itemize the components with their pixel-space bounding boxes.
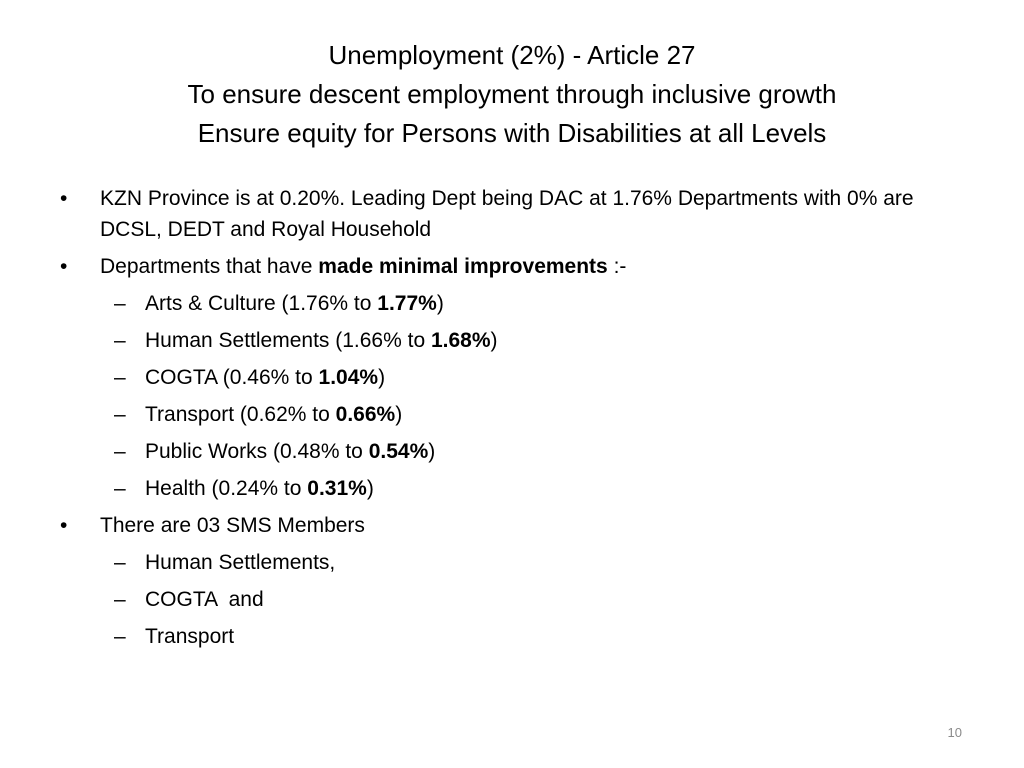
sub-bullet-suffix: ) bbox=[490, 329, 498, 352]
sub-bullet-sms-transport bbox=[58, 621, 958, 652]
sub-bullet-arts-culture bbox=[58, 288, 958, 319]
sub-bullet-value: 1.04% bbox=[318, 366, 379, 389]
bullet-text-suffix: :- bbox=[607, 255, 627, 278]
title-line-1: Unemployment (2%) - Article 27 bbox=[328, 40, 696, 70]
bullet-text: KZN Province is at 0.20%. Leading Dept being DAC at 1.76% Departments with 0% are DCSL, DEDT and Royal Household bbox=[100, 187, 914, 241]
sub-bullet-value: 0.31% bbox=[307, 477, 367, 500]
page-number: 10 bbox=[947, 725, 962, 740]
sub-bullet-suffix: ) bbox=[366, 477, 374, 500]
sub-bullet-value: 1.77% bbox=[377, 292, 437, 315]
sub-bullet-public-works bbox=[58, 436, 958, 467]
bullet-icon: • bbox=[60, 255, 68, 278]
sub-bullet-suffix: ) bbox=[436, 292, 444, 315]
title-line-3: Ensure equity for Persons with Disabilities at all Levels bbox=[197, 118, 827, 148]
bullet-list bbox=[58, 183, 958, 658]
dash-icon: – bbox=[114, 329, 126, 352]
dash-icon: – bbox=[114, 440, 126, 463]
dash-icon: – bbox=[114, 403, 126, 426]
sub-bullet-value: 0.66% bbox=[335, 403, 396, 426]
sub-bullet-text: COGTA (0.46% to bbox=[145, 366, 319, 389]
sub-bullet-value: 0.54% bbox=[368, 440, 429, 463]
sub-bullet-text: Public Works (0.48% to bbox=[145, 440, 369, 463]
bullet-text: Departments that have bbox=[100, 255, 319, 278]
dash-icon: – bbox=[114, 477, 126, 500]
bullet-icon: • bbox=[60, 187, 68, 210]
sub-bullet-text: Human Settlements (1.66% to bbox=[145, 329, 431, 352]
sub-bullet-cogta bbox=[58, 362, 958, 393]
sub-bullet-suffix: ) bbox=[428, 440, 436, 463]
bullet-icon: • bbox=[60, 514, 68, 537]
title-line-2: To ensure descent employment through inclusive growth bbox=[187, 79, 837, 109]
sub-bullet-text: Transport (0.62% to bbox=[145, 403, 336, 426]
sub-bullet-text: Human Settlements, bbox=[145, 551, 336, 574]
sub-bullet-text: Health (0.24% to bbox=[145, 477, 308, 500]
sub-bullet-sms-cogta bbox=[58, 584, 958, 615]
sub-bullet-text: COGTA and bbox=[145, 588, 264, 611]
sub-bullet-suffix: ) bbox=[378, 366, 386, 389]
sub-bullet-text: Arts & Culture (1.76% to bbox=[145, 292, 378, 315]
sub-bullet-suffix: ) bbox=[395, 403, 403, 426]
bullet-item-departments bbox=[58, 251, 958, 282]
sub-bullet-health bbox=[58, 473, 958, 504]
bullet-item-kzn-province bbox=[58, 183, 958, 245]
sub-bullet-text: Transport bbox=[145, 625, 235, 648]
sub-bullet-transport bbox=[58, 399, 958, 430]
dash-icon: – bbox=[114, 588, 126, 611]
slide-title bbox=[40, 36, 984, 153]
dash-icon: – bbox=[114, 292, 126, 315]
sub-bullet-human-settlements bbox=[58, 325, 958, 356]
bullet-text: There are 03 SMS Members bbox=[100, 514, 365, 537]
bullet-item-sms-members bbox=[58, 510, 958, 541]
bullet-text-bold: made minimal improvements bbox=[318, 255, 608, 278]
dash-icon: – bbox=[114, 366, 126, 389]
dash-icon: – bbox=[114, 625, 126, 648]
sub-bullet-sms-human-settlements bbox=[58, 547, 958, 578]
dash-icon: – bbox=[114, 551, 126, 574]
sub-bullet-value: 1.68% bbox=[430, 329, 491, 352]
